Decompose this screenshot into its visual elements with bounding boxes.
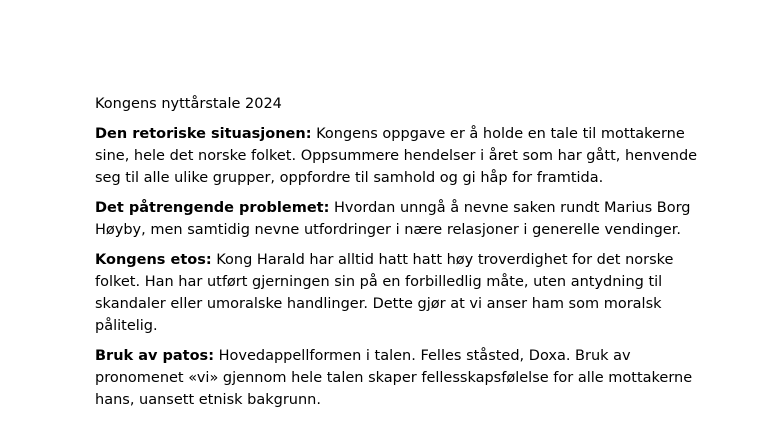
paragraph-text: Kongens oppgave er å holde en tale til mottakerne sine, hele det norske folket. Oppsummere hendelser i året som har gått, henvende seg til alle ulike grupper, oppfordre til samhold og gi håp for framtida. <box>95 126 698 186</box>
paragraph-pressing-problem <box>95 197 705 241</box>
paragraph-text: Hvordan unngå å nevne saken rundt Marius Borg Høyby, men samtidig nevne utfordringer i nære relasjoner i generelle vendinger. <box>95 200 691 238</box>
paragraph-lead: Den retoriske situasjonen: <box>95 126 312 142</box>
paragraph-use-of-pathos <box>95 345 705 411</box>
paragraph-lead: Bruk av patos: <box>95 348 214 364</box>
paragraph-kings-ethos <box>95 249 705 337</box>
paragraph-text: Hovedappellformen i talen. Felles ståsted, Doxa. Bruk av pronomenet «vi» gjennom hele talen skaper fellesskapsfølelse for alle mottakerne hans, uansett etnisk bakgrunn. <box>95 348 693 408</box>
document-page <box>95 93 705 419</box>
paragraph-text: Kong Harald har alltid hatt hatt høy troverdighet for det norske folket. Han har utført gjerningen sin på en forbilledlig måte, uten antydning til skandaler eller umoralske handlinger. Dette gjør at vi anser ham som moralsk pålitelig. <box>95 252 674 334</box>
document-title: Kongens nyttårstale 2024 <box>95 96 282 112</box>
paragraph-lead: Kongens etos: <box>95 252 212 268</box>
paragraph-rhetorical-situation <box>95 123 705 189</box>
paragraph-lead: Det påtrengende problemet: <box>95 200 330 216</box>
